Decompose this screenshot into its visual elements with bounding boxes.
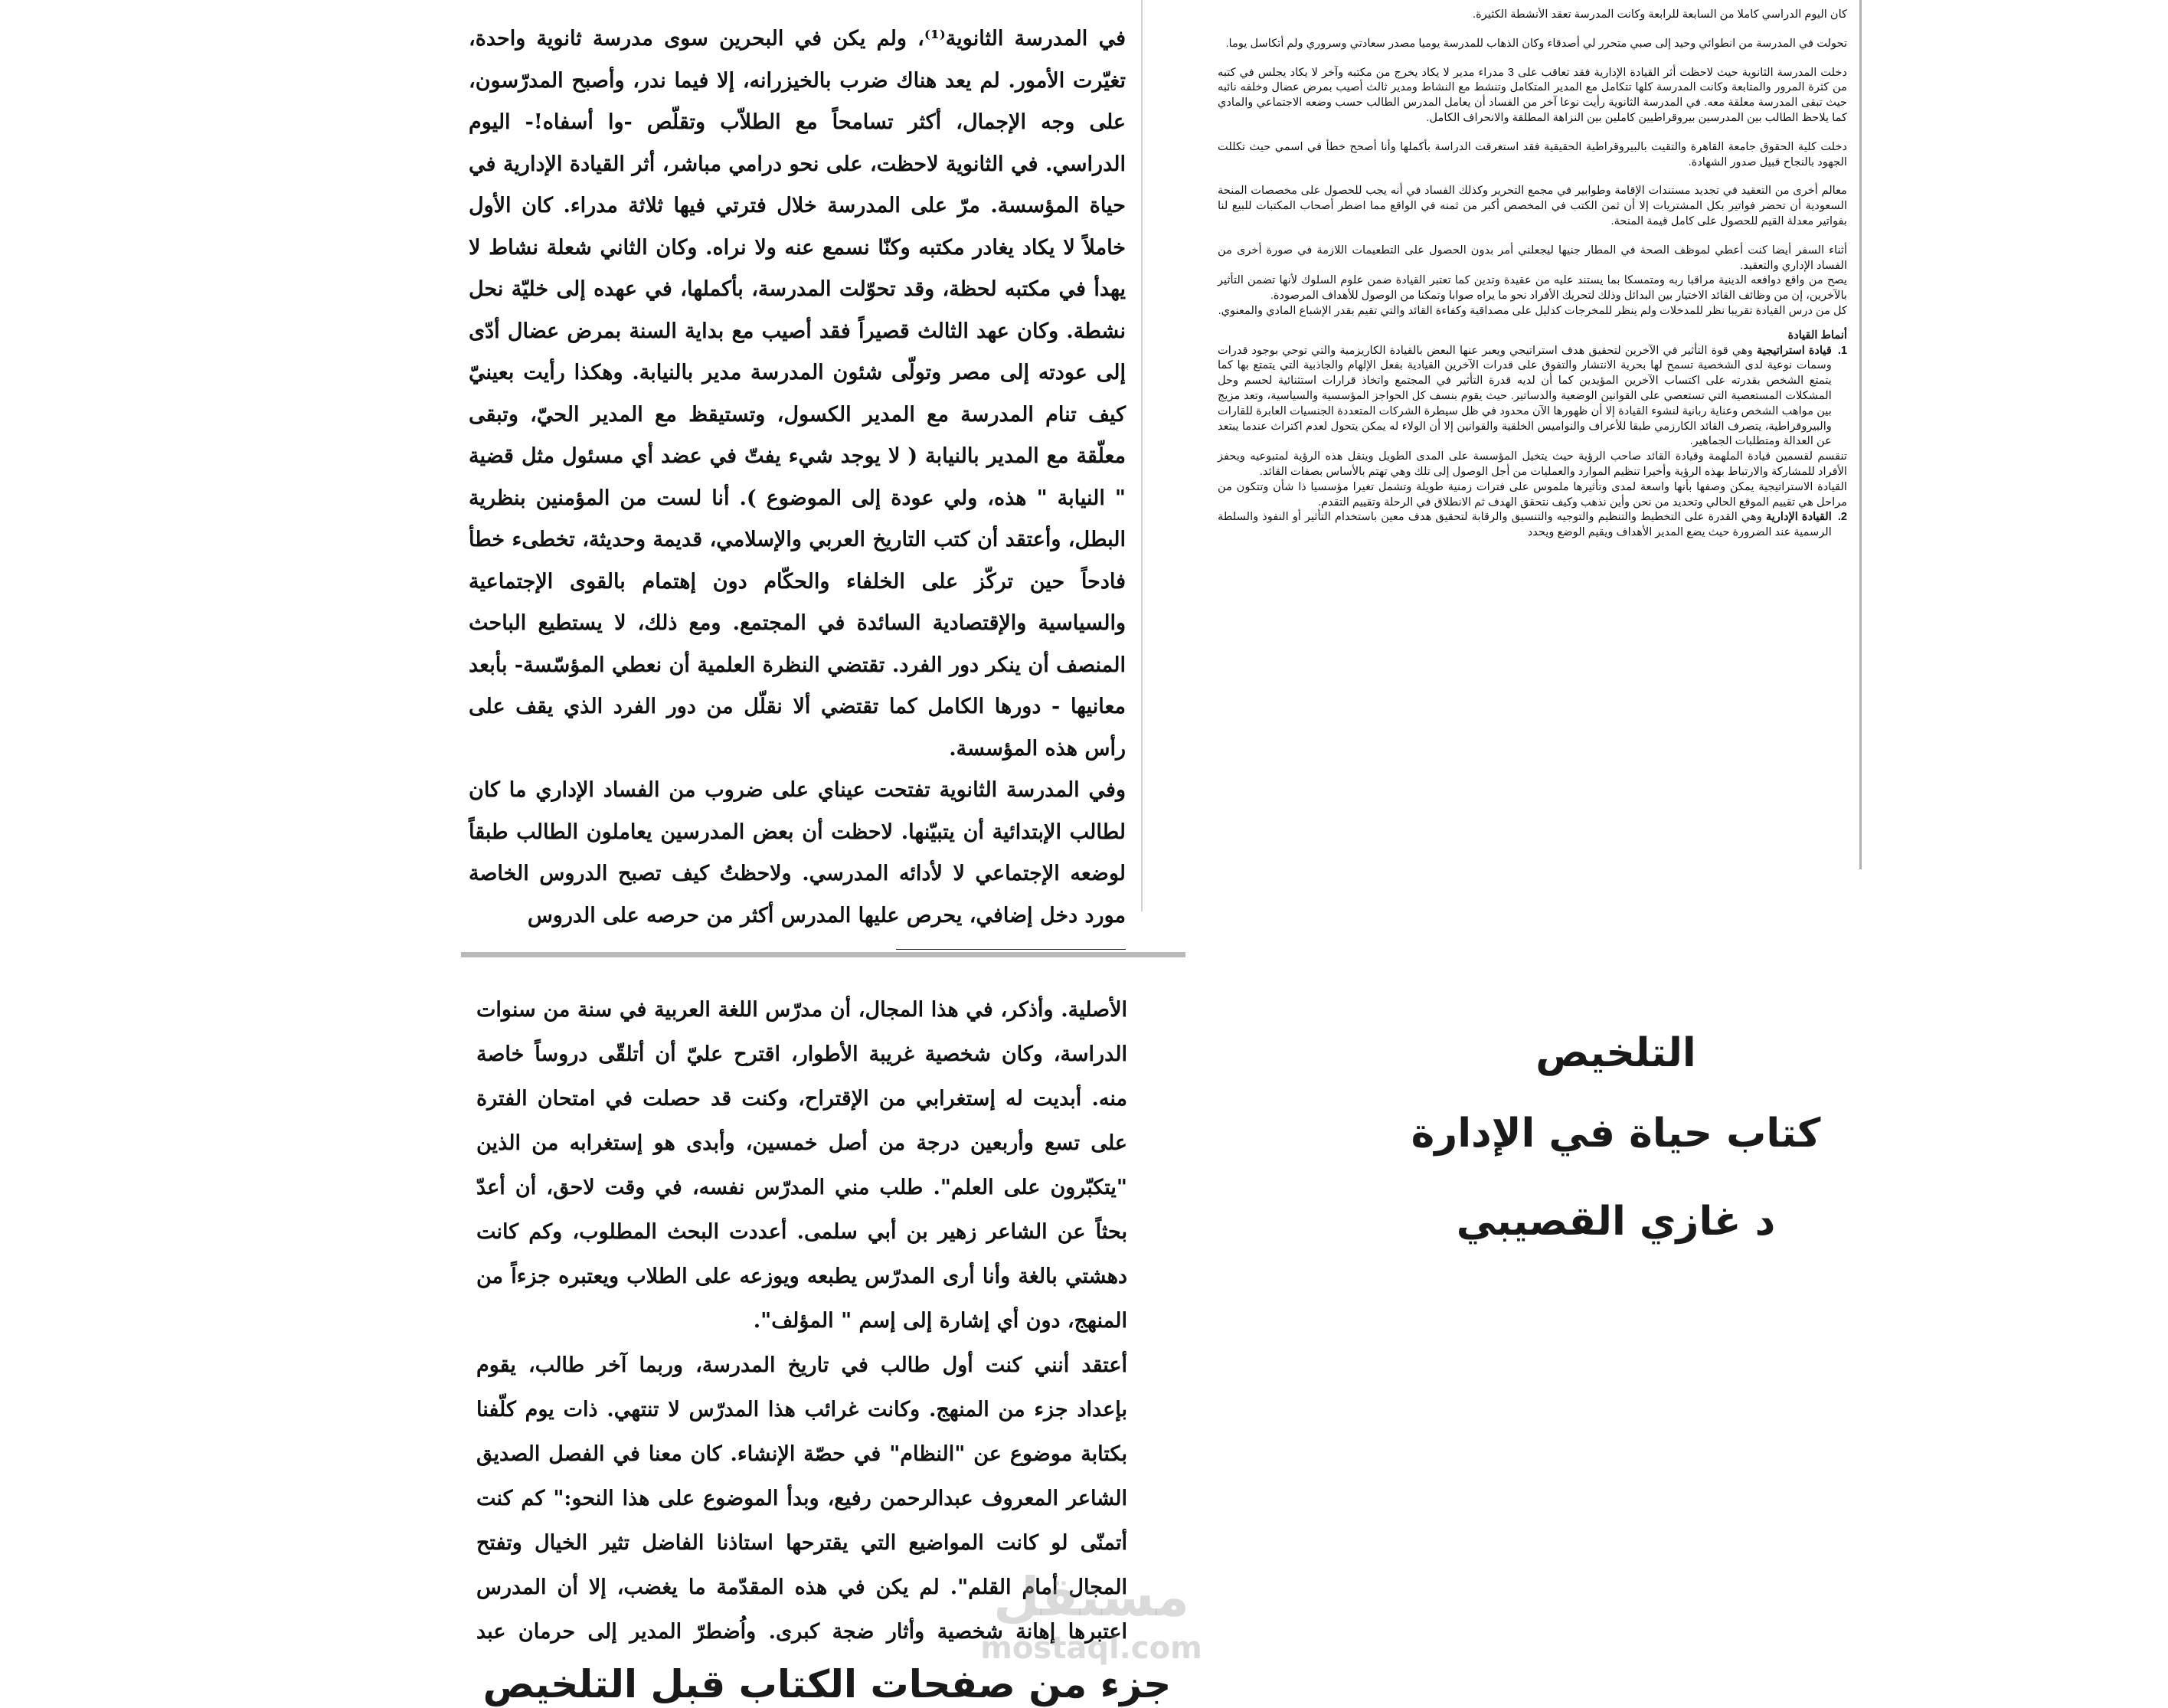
summary-paragraph: تنقسم لقسمين قيادة الملهمة وقيادة القائد صاحب الرؤية حيث يتخيل المؤسسة على المدى الطويل وينقل هذه الرؤية لمتبوعيه ويحفز الأفراد للمشاركة والارتباط بهذه الرؤية وأخيرا تنظيم الموارد والعمليات من أجل الوصول إلى تلك وهي تهتم بالأساس بصفات القائد. xyxy=(1218,450,1847,478)
summary-paragraph: دخلت كلية الحقوق جامعة القاهرة والتقيت بالبيروقراطية الحقيقية فقد استغرقت الدراسة بأكملها وأنا أصحح خطأ في اسمي حيث تكللت الجهود بالنجاح قبيل صدور الشهادة. xyxy=(1218,140,1847,169)
list-item-title: القيادة الإدارية xyxy=(1765,511,1832,524)
footnote-rule xyxy=(896,949,1126,950)
summary-page xyxy=(1195,8,1853,869)
book-page-bottom xyxy=(461,957,1181,1654)
book-page-top-paragraph: وفي المدرسة الثانوية تفتحت عيناي على ضروب من الفساد الإداري ما كان لطالب الإبتدائية أن يتبيّنها. لاحظت أن بعض المدرسين يعاملون الطالب طبقاً لوضعه الإجتماعي لا لأدائه المدرسي. ولاحظتُ كيف تصبح الدروس الخاصة مورد دخل إضافي، يحرص عليها المدرس أكثر من حرصه على الدروس xyxy=(469,778,1126,928)
summary-list-item xyxy=(1218,344,1847,450)
list-item-body xyxy=(1218,510,1832,541)
watermark-arabic: مستقل xyxy=(992,1566,1189,1628)
summary-list-item xyxy=(1218,510,1847,541)
list-item-body xyxy=(1218,344,1832,450)
page-divider-horizontal xyxy=(461,952,1185,957)
book-page-bottom-paragraph: أعتقد أنني كنت أول طالب في تاريخ المدرسة، وربما آخر طالب، يقوم بإعداد جزء من المنهج. وكانت غرائب هذا المدرّس لا تنتهي. ذات يوم كلّفنا بكتابة موضوع عن "النظام" في حصّة الإنشاء. كان معنا في الفصل الصديق الشاعر المعروف عبدالرحمن رفيع، وبدأ الموضوع على هذا النحو:" كم كنت أتمنّى لو كانت المواضيع التي يقترحها استاذنا الفاضل تثير الخيال وتفتح المجال أمام القلم". لم يكن في هذه المقدّمة ما يغضب، إلا أن المدرس اعتبرها إهانة شخصية وأثار ضجة كبرى. واُضطرّ المدير إلى حرمان عبد xyxy=(476,1353,1127,1644)
list-item-title: قيادة استراتيجية xyxy=(1756,344,1832,357)
summary-page-edge xyxy=(1859,0,1862,869)
list-item-text: وهي القدرة على التخطيط والتنظيم والتوجيه والتنسيق والرقابة لتحقيق هدف معين باستخدام التأثير أو النفوذ والسلطة الرسمية عند الضرورة حيث يضع المدير الأهداف ويقيم الوضع ويحدد xyxy=(1218,511,1832,539)
watermark-latin: mostaql.com xyxy=(980,1631,1202,1666)
summary-title: التلخيص xyxy=(1535,1030,1696,1076)
summary-paragraph: كل من درس القيادة تقريبا نظر للمدخلات ولم ينظر للمخرجات كدليل على مصداقية وكفاءة القائد والتي تقيم بقدر الإشباع المادي والمعنوي. xyxy=(1218,304,1847,317)
summary-paragraph: القيادة الاستراتيجية يمكن وصفها بأنها واسعة لمدى وتأثيرها ملموس على فترات زمنية طويلة وتشمل تغيرا مؤسسيا ذا شأن وتتكون من مراحل هي تقييم الموقع الحالي وتحديد من نحن وأين نذهب وكيف نتحقق الهدف ثم الانطلاق في الرحلة وتقييم التقدم. xyxy=(1218,480,1847,509)
summary-paragraph: يصح من واقع دوافعه الدينية مراقبا ربه ومتمسكا بما يستند عليه من عقيدة وتدين كما تعتبر القيادة ضمن علوم السلوك لأنها تضمن التأثير بالآخرين، إن من وظائف القائد الاختيار بين البدائل وذلك لتحريك الأفراد نحو ما يراه صوابا وتمكنا من الوصول للأهداف المرصودة. xyxy=(1218,274,1847,303)
book-page-top-paragraph: في المدرسة الثانوية⁽¹⁾، ولم يكن في البحرين سوى مدرسة ثانوية واحدة، تغيّرت الأمور. لم يعد هناك ضرب بالخيزرانه، إلا فيما ندر، وأصبح المدرّسون، على وجه الإجمال، أكثر تسامحاً مع الطلاّب وتقلّص -وا أسفاه!- اليوم الدراسي. في الثانوية لاحظت، على نحو درامي مباشر، أثر القيادة الإدارية في حياة المؤسسة. مرّ على المدرسة خلال فترتي فيها ثلاثة مدراء. كان الأول خاملاً لا يكاد يغادر مكتبه وكنّا نسمع عنه ولا نراه. وكان الثاني شعلة نشاط لا يهدأ في مكتبه لحظة، وقد تحوّلت المدرسة، بأكملها، في عهده إلى خليّة نحل نشطة. وكان عهد الثالث قصيراً فقد أصيب مع بداية السنة بمرض عضال أدّى إلى عودته إلى مصر وتولّى شئون المدرسة مدير بالنيابة. وهكذا رأيت بعينيّ كيف تنام المدرسة مع المدير الكسول، وتستيقظ مع المدير الحيّ، وتبقى معلّقة مع المدير بالنيابة ( لا يوجد شيء يفتّ في عضد أي مسئول مثل قضية " النيابة " هذه، ولي عودة إلى الموضوع ). أنا لست من المؤمنين بنظرية البطل، وأعتقد أن كتب التاريخ العربي والإسلامي، قديمة وحديثة، تخطىء خطأ فادحاً حين تركّز على الخلفاء والحكّام دون إهتمام بالقوى الإجتماعية والسياسية والإقتصادية السائدة في المجتمع. ومع ذلك، لا يستطيع الباحث المنصف أن ينكر دور الفرد. تقتضي النظرة العلمية أن نعطي المؤسّسة- بأبعد معانيها - دورها الكامل كما تقتضي ألا نقلّل من دور الفرد الذي يقف على رأس هذه المؤسسة. xyxy=(469,27,1126,761)
list-item-text: وهي قوة التأثير في الآخرين لتحقيق هدف استراتيجي ويعبر عنها البعض بالقيادة الكاريزمية والتي توحي بوجود قدرات وسمات نوعية لدى الشخصية تسمح لها بحرية الانتشار والتفوق على قدرات الآخرين القيادية بفعل الإلهام والجاذبية التي يتمتع بها كما يتمتع الشخص بقدرته على اكتساب الآخرين المؤيدين كما أن لديه قدرة التأثير في المجتمع واتخاذ قرارات استثنائية لحسم وحل المشكلات المستعصية التي تستعصي على القوانين الوضعية والدساتير. حيث يقوم بنسف كل الحواجز المؤسسية والسياسية، وتعد مزيج بين مواهب الشخص وعناية ربانية لنشوء القيادة إلا أن ظهورها الآن محدود في ظل سيطرة الشركات المتعددة الجنسيات العابرة للقارات والبيروقراطية، يتصرف القائد الكارزمي طبقا للأعراف والنواميس الخلقية والقوانين إلا أن الولاء له يمكن يتحول لعدم اكتراث عندما يبتعد عن العدالة ومتطلبات الجماهير. xyxy=(1218,344,1832,448)
summary-paragraph: تحولت في المدرسة من انطوائي وحيد إلى صبي متحرر لي أصدقاء وكان الذهاب للمدرسة يوميا مصدر سعادتي وسروري ولم أتكاسل يوما. xyxy=(1225,37,1847,50)
summary-heading: أنماط القيادة xyxy=(1787,329,1847,342)
author-name: د غازي القصيبي xyxy=(1456,1199,1776,1245)
page-divider-vertical xyxy=(1141,0,1143,911)
list-number: 1. xyxy=(1837,344,1847,357)
summary-paragraph: دخلت المدرسة الثانوية حيث لاحظت أثر القيادة الإدارية فقد تعاقب على 3 مدراء مدير لا يكاد يخرج من مكتبه وآخر لا يكاد يجلس في كتبه من كثرة المرور والمتابعة وكانت المدرسة كلها تتكامل مع المدير المتكامل وتنشط مع النشاط ومدير ثالث أصيب بمرض عضال وخلفه نائبه حيث تبقى المدرسة معلقة معه. في المدرسة الثانوية رأيت نوعا آخر من الفساد أن يعامل المدرس الطالب حسب وضعه الاجتماعي والمادي كما يلاحظ الطالب بين المدرسين بيروقراطيين كاملين بين النزاهة المطلقة والانحراف الكامل. xyxy=(1218,66,1847,124)
list-number: 2. xyxy=(1837,511,1847,524)
summary-paragraph: أثناء السفر أيضا كنت أعطي لموظف الصحة في المطار جنيها ليجعلني أمر بدون الحصول على التطعيمات اللازمة في صورة أخرى من الفساد الإداري والتعقيد. xyxy=(1218,244,1847,272)
summary-paragraph: كان اليوم الدراسي كاملا من السابعة للرابعة وكانت المدرسة تعقد الأنشطة الكثيرة. xyxy=(1473,8,1847,21)
before-summary-caption: جزء من صفحات الكتاب قبل التلخيص xyxy=(482,1662,1172,1706)
book-page-bottom-paragraph: الأصلية. وأذكر، في هذا المجال، أن مدرّس اللغة العربية في سنة من سنوات الدراسة، وكان شخصية غريبة الأطوار، اقترح عليّ أن أتلقّى دروساً خاصة منه. أبديت له إستغرابي من الإقتراح، وكنت قد حصلت في امتحان الفترة على تسع وأربعين درجة من أصل خمسين، وأبدى هو إستغرابه من الذين "يتكبّرون على العلم". طلب مني المدرّس نفسه، في وقت لاحق، أن أعدّ بحثاً عن الشاعر زهير بن أبي سلمى. أعددت البحث المطلوب، وكم كانت دهشتي بالغة وأنا أرى المدرّس يطبعه ويوزعه على الطلاب ويعتبره جزءاً من المنهج، دون أي إشارة إلى إسم " المؤلف". xyxy=(476,998,1127,1333)
summary-paragraph: معالم أخرى من التعقيد في تجديد مستندات الإقامة وطوابير في مجمع التحرير وكذلك الفساد في أنه يجب للحصول على مخصصات المنحة السعودية أن تحضر فواتير بكل المشتريات إلا أن ثمن الكتب في المخصص أكبر من ثمنه في الواقع مما اضطر أصحاب المكتبات للبيع لنا بفواتير معدلة القيم للحصول على كامل قيمة المنحة. xyxy=(1218,185,1847,227)
book-page-top xyxy=(461,8,1141,950)
book-title: كتاب حياة في الإدارة xyxy=(1411,1111,1821,1157)
